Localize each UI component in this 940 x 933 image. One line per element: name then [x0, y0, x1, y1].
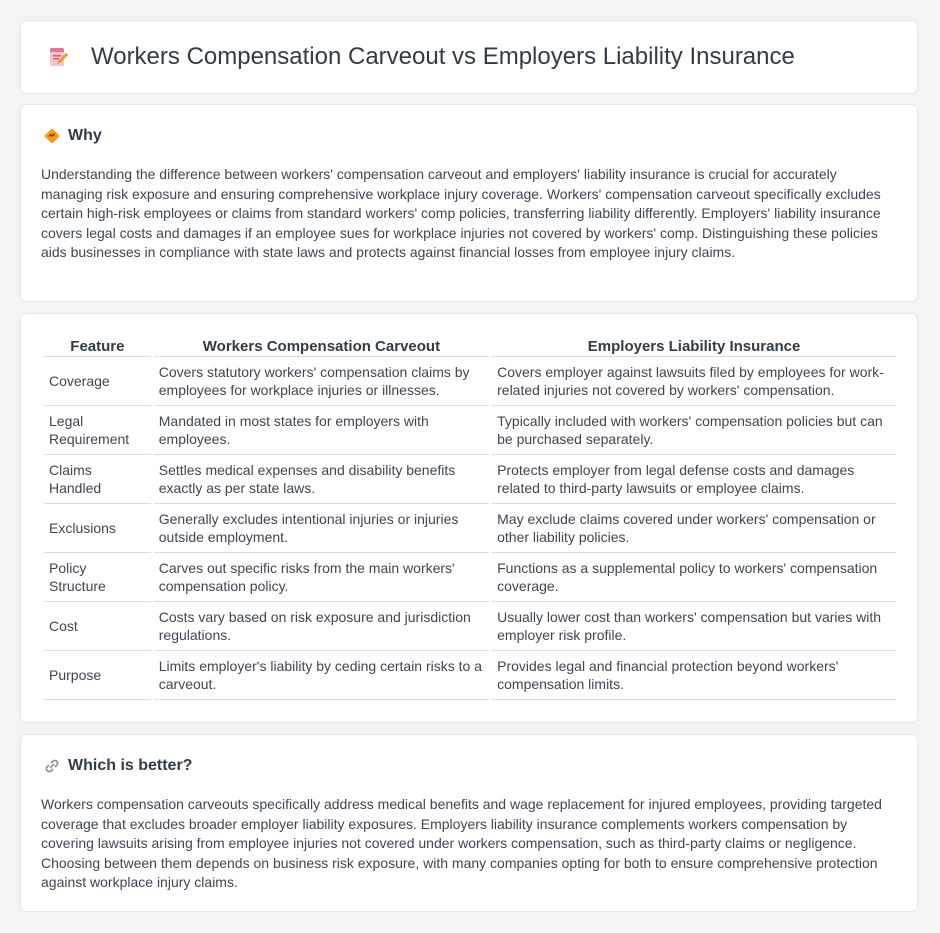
liability-cell: Usually lower cost than workers' compensation but varies with employer risk profile. — [492, 602, 896, 651]
table-row — [44, 602, 896, 651]
carveout-cell: Covers statutory workers' compensation claims by employees for workplace injuries or illnesses. — [154, 357, 489, 406]
liability-cell: May exclude claims covered under workers' compensation or other liability policies. — [492, 504, 896, 553]
why-text: Understanding the difference between workers' compensation carveout and employers' liability insurance is crucial for accurately managing risk exposure and ensuring comprehensive workplace injury coverage. Workers' compensation carveout specifically excludes certain high-risk employees or claims from standard workers' comp policies, transferring liability differently. Employers' liability insurance covers legal costs and damages if an employee sues for workplace injuries not covered by workers' comp. Distinguishing these policies aids businesses in compliance with state laws and protects against financial losses from employee injury claims. — [41, 166, 881, 261]
carveout-cell: Generally excludes intentional injuries or injuries outside employment. — [154, 504, 489, 553]
document-edit-icon — [47, 45, 71, 69]
liability-cell: Provides legal and financial protection beyond workers' compensation limits. — [492, 651, 896, 700]
feature-cell: Cost — [44, 602, 151, 651]
why-section — [20, 104, 918, 302]
feature-cell: Exclusions — [44, 504, 151, 553]
feature-cell: Claims Handled — [44, 455, 151, 504]
carveout-cell: Carves out specific risks from the main workers' compensation policy. — [154, 553, 489, 602]
which-is-better-text: Workers compensation carveouts specifically address medical benefits and wage replacement for injured employees, providing targeted coverage that excludes broader employer liability exposures. Employers liability insurance complements workers compensation by covering lawsuits arising from employee injuries not covered under workers compensation, such as third-party claims or negligence. Choosing between them depends on business risk exposure, with many companies opting for both to ensure comprehensive protection against workplace injury claims. — [41, 796, 882, 891]
which-is-better-section — [20, 734, 918, 912]
header-feature: Feature — [44, 336, 151, 357]
carveout-cell: Costs vary based on risk exposure and jurisdiction regulations. — [154, 602, 489, 651]
comparison-table — [41, 336, 899, 700]
page-title: Workers Compensation Carveout vs Employers Liability Insurance — [91, 43, 795, 70]
link-icon — [43, 757, 61, 775]
title-card — [20, 20, 918, 94]
feature-cell: Legal Requirement — [44, 406, 151, 455]
feature-cell: Coverage — [44, 357, 151, 406]
table-row — [44, 504, 896, 553]
liability-cell: Functions as a supplemental policy to workers' compensation coverage. — [492, 553, 896, 602]
table-row — [44, 553, 896, 602]
which-is-better-heading: Which is better? — [68, 757, 193, 774]
header-workers-comp-carveout: Workers Compensation Carveout — [154, 336, 489, 357]
table-row — [44, 651, 896, 700]
header-employers-liability: Employers Liability Insurance — [492, 336, 896, 357]
carveout-cell: Mandated in most states for employers with employees. — [154, 406, 489, 455]
liability-cell: Covers employer against lawsuits filed by employees for work-related injuries not covered by workers' compensation. — [492, 357, 896, 406]
carveout-cell: Settles medical expenses and disability benefits exactly as per state laws. — [154, 455, 489, 504]
table-row — [44, 455, 896, 504]
table-header-row — [44, 336, 896, 357]
liability-cell: Typically included with workers' compensation policies but can be purchased separately. — [492, 406, 896, 455]
table-row — [44, 406, 896, 455]
diamond-sign-icon — [43, 127, 61, 145]
carveout-cell: Limits employer's liability by ceding certain risks to a carveout. — [154, 651, 489, 700]
liability-cell: Protects employer from legal defense costs and damages related to third-party lawsuits or employee claims. — [492, 455, 896, 504]
feature-cell: Policy Structure — [44, 553, 151, 602]
feature-cell: Purpose — [44, 651, 151, 700]
why-heading: Why — [68, 127, 102, 144]
table-row — [44, 357, 896, 406]
comparison-section — [20, 313, 918, 723]
